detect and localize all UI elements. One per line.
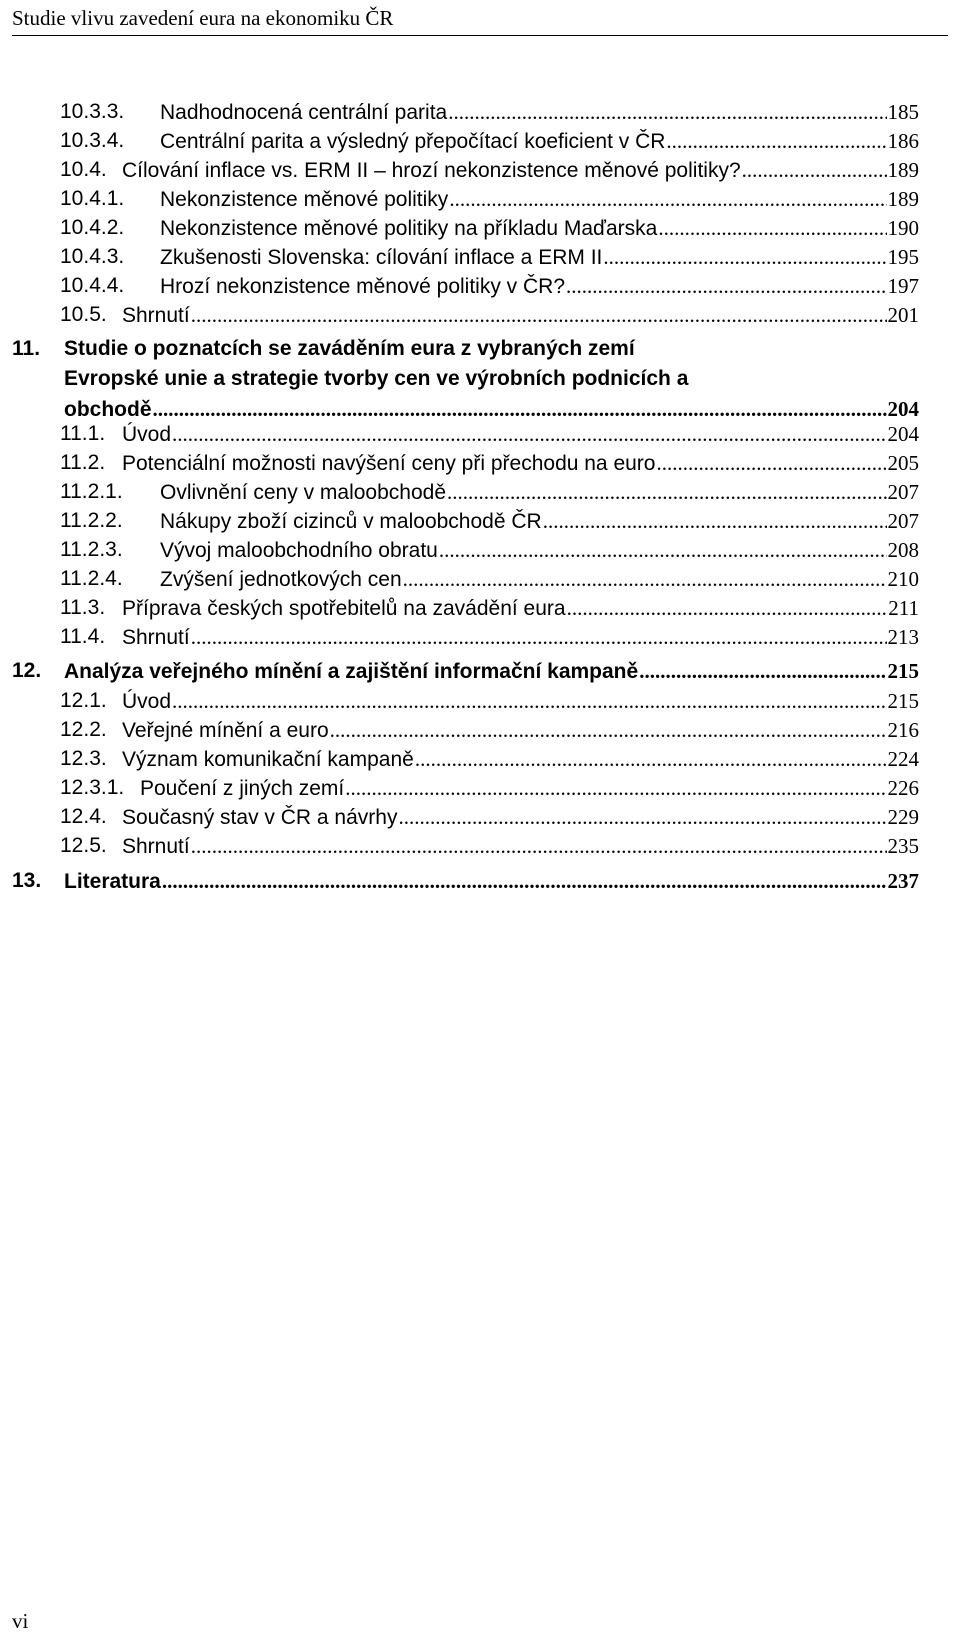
- running-header-title: Studie vlivu zavedení eura na ekonomiku ČR: [12, 6, 394, 30]
- toc-number: 12.5.: [60, 834, 107, 857]
- toc-number: 10.4.: [60, 158, 107, 181]
- toc-number: 10.4.4.: [60, 274, 125, 297]
- toc-title: Potenciální možnosti navýšení ceny při přechodu na euro: [122, 452, 656, 475]
- toc-number: 11.: [12, 337, 41, 360]
- toc-page: 189: [887, 187, 919, 211]
- toc-leader: [191, 624, 887, 650]
- toc-number: 12.3.1.: [60, 776, 125, 799]
- toc-page: 207: [887, 480, 919, 504]
- toc-title: Shrnutí: [122, 304, 190, 327]
- toc-leader: [658, 215, 886, 241]
- toc-title: Úvod: [122, 690, 172, 713]
- toc-page: 186: [887, 129, 919, 153]
- toc-number: 10.3.3.: [60, 100, 125, 123]
- toc-number: 12.1.: [60, 689, 107, 712]
- toc-page: 201: [887, 303, 919, 327]
- toc-page: 195: [887, 245, 919, 269]
- toc-leader: [415, 746, 887, 772]
- toc-number: 12.2.: [60, 718, 107, 741]
- toc-leader: [403, 566, 887, 592]
- toc-number: 12.: [12, 659, 42, 682]
- toc-number: 10.4.2.: [60, 216, 125, 239]
- toc-title: Literatura: [64, 870, 161, 893]
- toc-leader: [603, 244, 886, 270]
- toc-page: 190: [887, 216, 919, 240]
- toc-leader: [398, 804, 886, 830]
- toc-number: 11.1.: [60, 422, 106, 445]
- toc-page: 211: [888, 596, 919, 620]
- toc-number: 10.4.1.: [60, 187, 125, 210]
- toc-leader: [566, 273, 886, 299]
- toc-title: Shrnutí: [122, 835, 190, 858]
- toc-title-line-2: Evropské unie a strategie tvorby cen ve výrobních podnicích a: [64, 367, 689, 390]
- toc-page: 207: [887, 509, 919, 533]
- toc-title: Ovlivnění ceny v maloobchodě: [160, 481, 446, 504]
- toc-title: Shrnutí: [122, 626, 190, 649]
- toc-title-line-3: obchodě: [64, 398, 152, 421]
- toc-title: Analýza veřejného mínění a zajištění informační kampaně: [64, 660, 639, 683]
- toc-leader: [439, 537, 887, 563]
- toc-leader: [153, 396, 887, 422]
- toc-number: 10.5.: [60, 303, 107, 326]
- toc-leader: [543, 508, 887, 534]
- toc-title: Vývoj maloobchodního obratu: [160, 539, 438, 562]
- toc-page: 213: [887, 625, 919, 649]
- toc-title: Nekonzistence měnové politiky na příkladu Maďarska: [160, 217, 658, 240]
- toc-title-line-1: Studie o poznatcích se zaváděním eura z vybraných zemí: [64, 337, 635, 360]
- toc-page: 215: [887, 659, 919, 683]
- toc-title: Veřejné mínění a euro: [122, 719, 329, 742]
- toc-page: 226: [887, 776, 919, 800]
- toc-leader: [567, 595, 888, 621]
- page-number: vi: [12, 1609, 29, 1633]
- toc-page: 224: [887, 747, 919, 771]
- toc-title: Úvod: [122, 423, 172, 446]
- toc-number: 12.4.: [60, 805, 107, 828]
- toc-number: 11.2.1.: [60, 480, 123, 503]
- toc-number: 10.4.3.: [60, 245, 125, 268]
- toc-leader: [656, 450, 886, 476]
- toc-number: 11.2.2.: [60, 509, 123, 532]
- toc-number: 11.2.3.: [60, 538, 123, 561]
- toc-leader: [172, 688, 886, 714]
- toc-page: 197: [887, 274, 919, 298]
- toc-page: 204: [887, 422, 919, 446]
- toc-title: Zvýšení jednotkových cen: [160, 568, 402, 591]
- toc-number: 11.4.: [60, 625, 106, 648]
- toc-number: 11.2.: [60, 451, 106, 474]
- toc-leader: [172, 421, 886, 447]
- toc-leader: [449, 186, 886, 212]
- toc-page: 235: [887, 834, 919, 858]
- toc-page: 208: [887, 538, 919, 562]
- toc-leader: [448, 99, 886, 125]
- toc-title: Nekonzistence měnové politiky: [160, 188, 449, 211]
- toc-title: Příprava českých spotřebitelů na zavádění eura: [122, 597, 566, 620]
- toc-number: 10.3.4.: [60, 129, 125, 152]
- toc-number: 12.3.: [60, 747, 107, 770]
- toc-title: Nákupy zboží cizinců v maloobchodě ČR: [160, 510, 542, 533]
- toc-number: 11.2.4.: [60, 567, 123, 590]
- toc-page: 185: [887, 100, 919, 124]
- toc-leader: [639, 658, 886, 684]
- toc-number: 11.3.: [60, 596, 106, 619]
- toc-title: Současný stav v ČR a návrhy: [122, 806, 398, 829]
- toc-title: Hrozí nekonzistence měnové politiky v ČR?: [160, 275, 566, 298]
- toc-leader: [191, 302, 887, 328]
- toc-page: 189: [887, 158, 919, 182]
- toc-page: 216: [887, 718, 919, 742]
- toc-page: 237: [887, 869, 919, 893]
- toc-title: Cílování inflace vs. ERM II – hrozí nekonzistence měnové politiky?: [122, 159, 741, 182]
- toc-leader: [191, 833, 887, 859]
- toc-page: 210: [887, 567, 919, 591]
- toc-title: Centrální parita a výsledný přepočítací koeficient v ČR: [160, 130, 666, 153]
- toc-leader: [345, 775, 886, 801]
- toc-page: 204: [887, 397, 919, 421]
- toc-page: 229: [887, 805, 919, 829]
- toc-leader: [447, 479, 887, 505]
- toc-page: 205: [887, 451, 919, 475]
- toc-leader: [162, 868, 887, 894]
- toc-title: Zkušenosti Slovenska: cílování inflace a ERM II: [160, 246, 603, 269]
- toc-title: Význam komunikační kampaně: [122, 748, 414, 771]
- toc-number: 13.: [12, 869, 42, 892]
- toc-page: 215: [887, 689, 919, 713]
- toc-leader: [666, 128, 886, 154]
- toc-title: Nadhodnocená centrální parita: [160, 101, 448, 124]
- toc-leader: [330, 717, 887, 743]
- running-header: [12, 5, 948, 36]
- toc-title: Poučení z jiných zemí: [140, 777, 345, 800]
- toc-leader: [742, 157, 887, 183]
